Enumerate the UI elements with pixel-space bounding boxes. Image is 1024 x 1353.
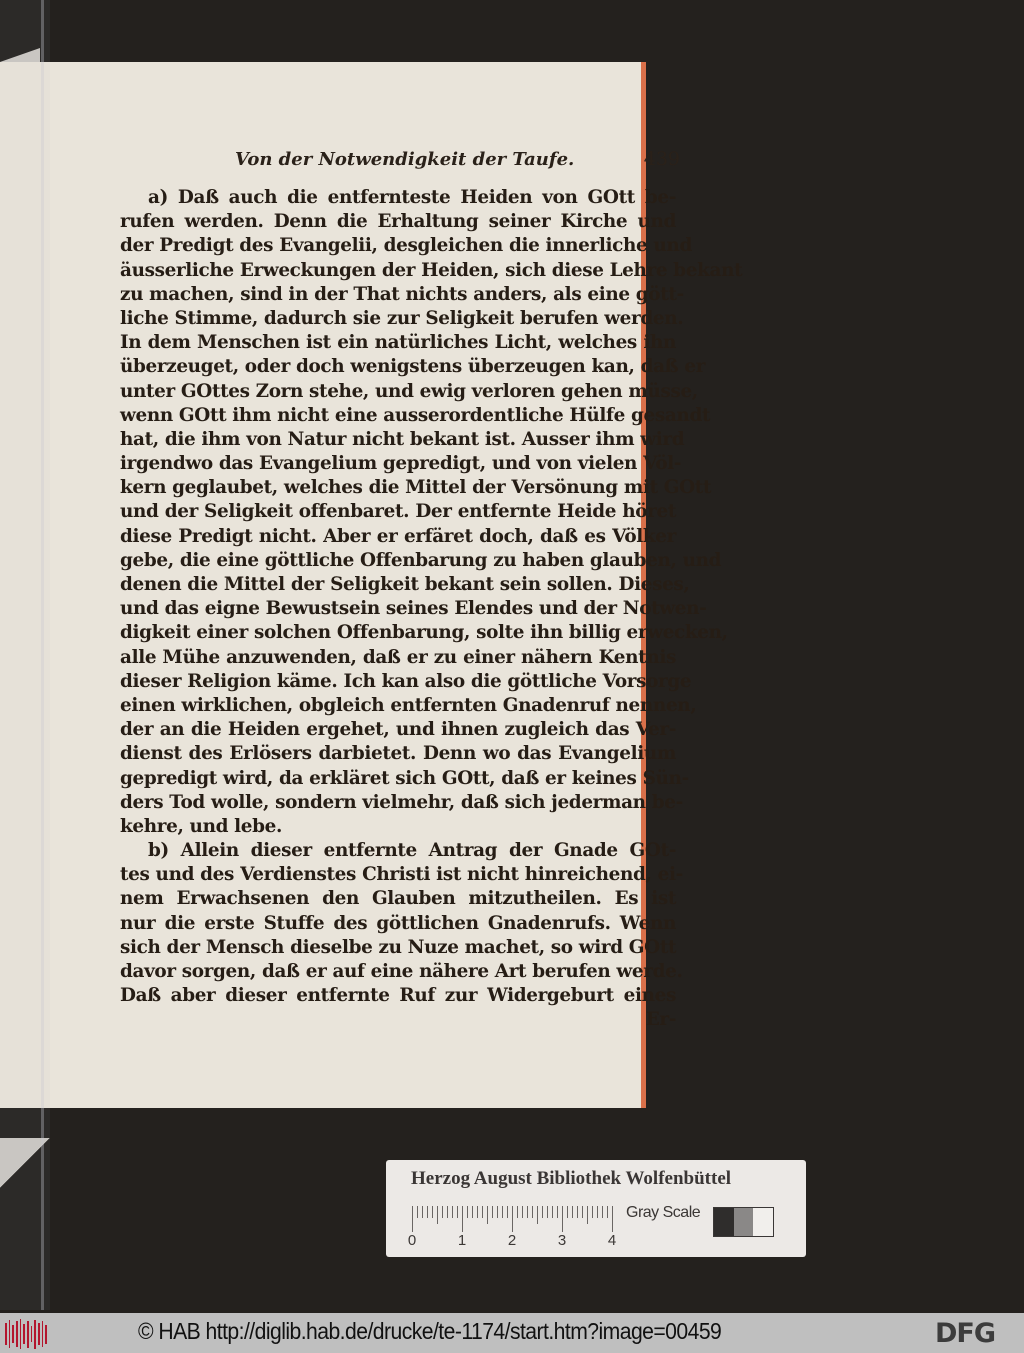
text-line: davor sorgen, daß er auf eine nähere Art berufen werde. — [120, 961, 683, 982]
text-line: nem Erwachsenen den Glauben mitzutheilen. Es ist — [120, 888, 676, 910]
text-line: zu machen, sind in der That nichts anders, als eine gött- — [120, 283, 684, 305]
ruler-label: 4 — [607, 1232, 617, 1249]
ruler-minor-tick — [457, 1206, 458, 1218]
text-line: a) Daß auch die entfernteste Heiden von GOtt be- — [148, 187, 676, 208]
ruler-mid-tick — [587, 1206, 588, 1224]
ruler-minor-tick — [547, 1206, 548, 1218]
text-line: denen die Mittel der Seligkeit bekant sein sollen. Dieses, — [120, 574, 690, 595]
gray-scale-label: Gray Scale — [626, 1204, 701, 1221]
ruler-minor-tick — [442, 1206, 443, 1218]
text-line: gepredigt wird, da erkläret sich GOtt, daß er keines Sün- — [120, 767, 689, 789]
ruler-mid-tick — [437, 1206, 438, 1224]
ruler-minor-tick — [522, 1206, 523, 1218]
text-line: Daß aber dieser entfernte Ruf zur Widergeburt eines — [120, 985, 676, 1007]
text-line: der Predigt des Evangelii, desgleichen die innerliche und — [120, 235, 692, 257]
running-head-title: Von der Notwendigkeit der Taufe. — [235, 149, 575, 170]
hab-logo-icon — [5, 1319, 47, 1349]
ruler-minor-tick — [597, 1206, 598, 1218]
ruler-minor-tick — [507, 1206, 508, 1218]
text-line: kern geglaubet, welches die Mittel der Versönung mit GOtt — [120, 477, 712, 499]
ruler-minor-tick — [527, 1206, 528, 1218]
text-line: alle Mühe anzuwenden, daß er zu einer nähern Kentnis — [120, 646, 676, 668]
text-line: nur die erste Stuffe des göttlichen Gnadenrufs. Wenn — [120, 912, 676, 934]
ruler-minor-tick — [472, 1206, 473, 1218]
ruler-minor-tick — [482, 1206, 483, 1218]
ruler-minor-tick — [477, 1206, 478, 1218]
ruler-major-tick — [562, 1206, 563, 1232]
ruler-minor-tick — [492, 1206, 493, 1218]
ruler-minor-tick — [552, 1206, 553, 1218]
text-line: und das eigne Bewustsein seines Elendes und der Notwen- — [120, 598, 707, 620]
ruler-label: 2 — [507, 1232, 517, 1249]
ruler-minor-tick — [557, 1206, 558, 1218]
ruler-minor-tick — [602, 1206, 603, 1218]
ruler-minor-tick — [567, 1206, 568, 1218]
dfg-logo-icon: DFG — [935, 1318, 996, 1349]
ruler-minor-tick — [452, 1206, 453, 1218]
gray-scale-swatches — [713, 1207, 774, 1237]
text-line: ders Tod wolle, sondern vielmehr, daß sich jederman be- — [120, 791, 683, 813]
text-line: dienst des Erlösers darbietet. Denn wo das Evangelium — [120, 743, 676, 765]
text-line: rufen werden. Denn die Erhaltung seiner Kirche und — [120, 211, 676, 233]
ruler-minor-tick — [582, 1206, 583, 1218]
swatch-mid — [734, 1208, 754, 1236]
ruler-label: 0 — [407, 1232, 417, 1249]
text-line: der an die Heiden ergehet, und ihnen zugleich das Ver- — [120, 719, 676, 741]
footer-bar — [0, 1313, 1024, 1353]
text-line: dieser Religion käme. Ich kan also die göttliche Vorsorge — [120, 670, 692, 692]
library-name: Herzog August Bibliothek Wolfenbüttel — [411, 1168, 732, 1189]
ruler-minor-tick — [572, 1206, 573, 1218]
ruler-major-tick — [612, 1206, 613, 1232]
ruler-minor-tick — [427, 1206, 428, 1218]
text-line: wenn GOtt ihm nicht eine ausserordentliche Hülfe gesandt — [120, 404, 711, 426]
color-calibration-card — [386, 1160, 806, 1257]
ruler-minor-tick — [422, 1206, 423, 1218]
ruler-mid-tick — [537, 1206, 538, 1224]
ruler-label: 1 — [457, 1232, 467, 1249]
text-line: sich der Mensch dieselbe zu Nuze machet, so wird GOtt — [120, 936, 677, 958]
ruler-minor-tick — [607, 1206, 608, 1218]
ruler-major-tick — [412, 1206, 413, 1232]
page-body-text — [120, 186, 743, 1033]
ruler-minor-tick — [432, 1206, 433, 1218]
copyright-url[interactable]: © HAB http://diglib.hab.de/drucke/te-1174/start.htm?image=00459 — [138, 1318, 722, 1344]
ruler-minor-tick — [577, 1206, 578, 1218]
catchword: Er- — [645, 1009, 676, 1031]
ruler-minor-tick — [502, 1206, 503, 1218]
text-line: liche Stimme, dadurch sie zur Seligkeit berufen werden. — [120, 307, 684, 329]
ruler-minor-tick — [517, 1206, 518, 1218]
ruler-minor-tick — [497, 1206, 498, 1218]
text-line: einen wirklichen, obgleich entfernten Gnadenruf nennen, — [120, 694, 697, 716]
ruler-major-tick — [462, 1206, 463, 1232]
page-number: 439 — [643, 148, 680, 170]
ruler-minor-tick — [592, 1206, 593, 1218]
text-line: hat, die ihm von Natur nicht bekant ist. Ausser ihm wird — [120, 428, 685, 450]
text-line: und der Seligkeit offenbaret. Der entfernte Heide höret — [120, 501, 676, 523]
glass-plate-edge — [41, 0, 44, 1310]
text-line: tes und des Verdienstes Christi ist nicht hinreichend, ei- — [120, 864, 683, 886]
text-line: b) Allein dieser entfernte Antrag der Gnade GOt- — [148, 840, 676, 862]
running-head — [235, 148, 680, 178]
text-line: überzeuget, oder doch wenigstens überzeugen kan, daß er — [120, 356, 706, 378]
facing-page-corner-top — [0, 48, 40, 62]
text-line: irgendwo das Evangelium gepredigt, und von vielen Völ- — [120, 453, 682, 475]
ruler-label: 3 — [557, 1232, 567, 1249]
text-line: In dem Menschen ist ein natürliches Licht, welches ihn — [120, 332, 676, 354]
ruler-minor-tick — [532, 1206, 533, 1218]
text-line: diese Predigt nicht. Aber er erfäret doch, daß es Völker — [120, 525, 676, 547]
text-line: unter GOttes Zorn stehe, und ewig verloren gehen müsse, — [120, 380, 698, 402]
centimeter-ruler — [407, 1206, 617, 1250]
ruler-minor-tick — [467, 1206, 468, 1218]
ruler-minor-tick — [417, 1206, 418, 1218]
text-line: gebe, die eine göttliche Offenbarung zu haben glauben, und — [120, 549, 722, 571]
ruler-mid-tick — [487, 1206, 488, 1224]
ruler-major-tick — [512, 1206, 513, 1232]
ruler-minor-tick — [542, 1206, 543, 1218]
swatch-light — [753, 1208, 773, 1236]
ruler-minor-tick — [447, 1206, 448, 1218]
text-line: kehre, und lebe. — [120, 815, 283, 837]
text-line: äusserliche Erweckungen der Heiden, sich diese Lehre bekant — [120, 259, 743, 281]
text-line: digkeit einer solchen Offenbarung, solte ihn billig erwecken, — [120, 622, 728, 644]
swatch-dark — [714, 1208, 734, 1236]
